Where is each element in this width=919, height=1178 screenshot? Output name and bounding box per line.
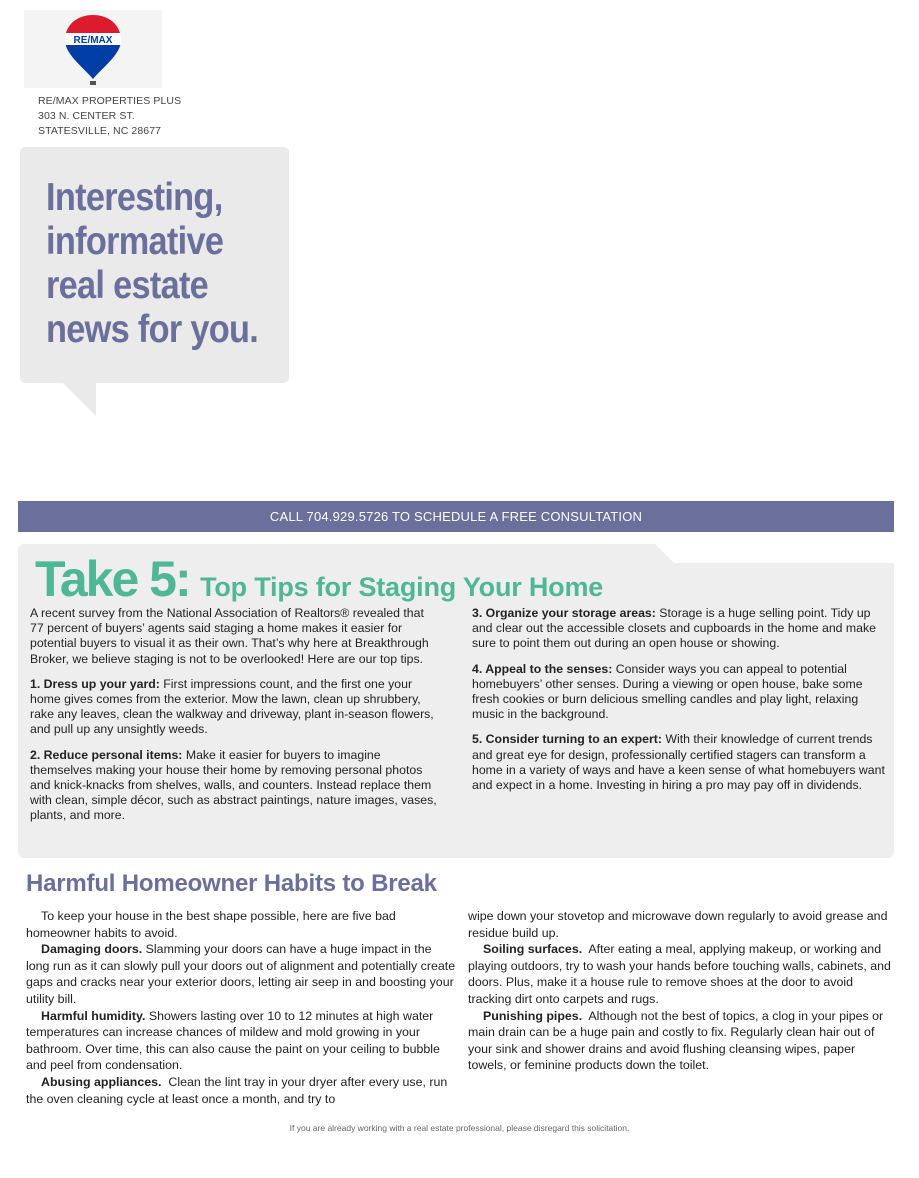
tip-text: Storage is a huge selling point. Tidy up and clear out the accessible closets and cupboards in the home and make sure to point them out during an open house or showing. [472, 606, 876, 651]
tips-column-right [472, 606, 886, 803]
habit-item [26, 941, 456, 1007]
headline [46, 176, 257, 352]
tip-label: 1. Dress up your yard: [30, 676, 160, 691]
tip-label: 5. Consider turning to an expert: [472, 732, 662, 747]
headline-line-1: Interesting, [46, 176, 223, 219]
bubble-tail [62, 382, 96, 416]
habit-label: Damaging doors. [41, 942, 143, 957]
habit-label: Soiling surfaces. [483, 942, 583, 957]
habits-column-right [468, 908, 892, 1074]
habit-label: Harmful humidity. [41, 1008, 146, 1023]
tips-title [35, 552, 603, 614]
tip-label: 4. Appeal to the senses: [472, 661, 613, 676]
habit-item [26, 1008, 456, 1074]
habit-item [468, 941, 892, 1007]
logo-text: RE/MAX [73, 35, 113, 46]
tip-item [30, 677, 440, 738]
consultation-banner [18, 501, 894, 532]
habit-text: Although not the best of topics, a clog in your pipes or main drain can be a huge pain and costly to fix. Regularly clean hair out of your sink and shower drains and avoid flushing cleansing wipes, paper towels, or feminine products down the toilet. [468, 1008, 884, 1073]
tips-panel-notch [674, 544, 896, 563]
office-address [38, 94, 181, 139]
tip-label: 3. Organize your storage areas: [472, 606, 656, 620]
headline-line-2: informative [46, 220, 224, 263]
habits-intro: To keep your house in the best shape possible, here are five bad homeowner habits to avoid. [26, 909, 396, 940]
habit-text: Showers lasting over 10 to 12 minutes at high water temperatures can increase chances of mildew and mold growing in your bathroom. Over time, this can also cause the paint on your ceiling to bubble and peel from condensation. [26, 1008, 440, 1073]
habits-title: Harmful Homeowner Habits to Break [26, 870, 437, 897]
habit-text: Clean the lint tray in your dryer after every use, run the oven cleaning cycle at least once a month, and try to [26, 1074, 448, 1106]
habit-text: wipe down your stovetop and microwave down regularly to avoid grease and residue build up. [468, 909, 888, 940]
logo [24, 10, 162, 88]
tip-text: First impressions count, and the first one your home gives comes from the exterior. Mow the lawn, clean up shrubbery, rake any leaves, clean the walkway and driveway, plant in-season flowers, and pull up any unsightly weeds. [30, 676, 434, 737]
habit-item-continued [468, 908, 892, 941]
habit-item [26, 1074, 456, 1107]
headline-line-4: news for you. [46, 308, 259, 351]
habit-item [468, 1008, 892, 1074]
habit-label: Abusing appliances. [41, 1074, 162, 1089]
consultation-text: CALL 704.929.5726 TO SCHEDULE A FREE CONSULTATION [269, 509, 643, 524]
tip-item [472, 662, 886, 723]
tip-item [472, 606, 886, 652]
tip-text: With their knowledge of current trends and great eye for design, professionally certified stagers can transform a home in a variety of ways and have a keen sense of what homebuyers want and expect in a home. Investing in hiring a pro may pay off in dividends. [472, 732, 885, 793]
tip-text: Make it easier for buyers to imagine themselves making your house their home by removing personal photos and knick-knacks from shelves, walls, and counters. Instead replace them with clean, simple décor, such as abstract paintings, nature images, vases, plants, and more. [30, 747, 437, 823]
tip-text: Consider ways you can appeal to potential homebuyers’ other senses. During a viewing or open house, bake some fresh cookies or burn delicious smelling candles and play light, relaxing music in the background. [472, 661, 863, 722]
address-line-3: STATESVILLE, NC 28677 [38, 125, 162, 137]
address-line-1: RE/MAX PROPERTIES PLUS [38, 95, 182, 107]
tip-item [472, 732, 886, 793]
tip-label: 2. Reduce personal items: [30, 747, 183, 762]
tips-intro: A recent survey from the National Association of Realtors® revealed that 77 percent of buyers’ agents said staging a home makes it easier for potential buyers to visual it as their own. That’s why here at Breakthrough Broker, we believe staging is not to be overlooked! Here are our top tips. [30, 606, 429, 666]
tips-panel-notch-corner [655, 544, 674, 563]
habit-text: After eating a meal, applying makeup, or working and playing outdoors, try to wash your hands before touching walls, cabinets, and doors. Plus, make it a house rule to remove shoes at the door to avoid tracking dirt onto carpets and rugs. [468, 942, 891, 1006]
habits-column-left [26, 908, 456, 1107]
tips-column-left [30, 606, 440, 834]
remax-balloon-logo [61, 13, 125, 87]
headline-line-3: real estate [46, 264, 209, 307]
tip-item [30, 748, 440, 824]
tips-title-sub: Top Tips for Staging Your Home [200, 572, 604, 602]
address-line-2: 303 N. CENTER ST. [38, 110, 135, 122]
habit-label: Punishing pipes. [483, 1008, 583, 1023]
habit-text: Slamming your doors can have a huge impact in the long run as it can slowly pull your doors out of alignment and potentially create gaps and cracks near your exterior doors, letting air seep in and boosting your utility bill. [26, 942, 456, 1006]
disclaimer: If you are already working with a real estate professional, please disregard this solicitation. [289, 1123, 630, 1133]
tips-title-big: Take 5: [35, 551, 190, 607]
